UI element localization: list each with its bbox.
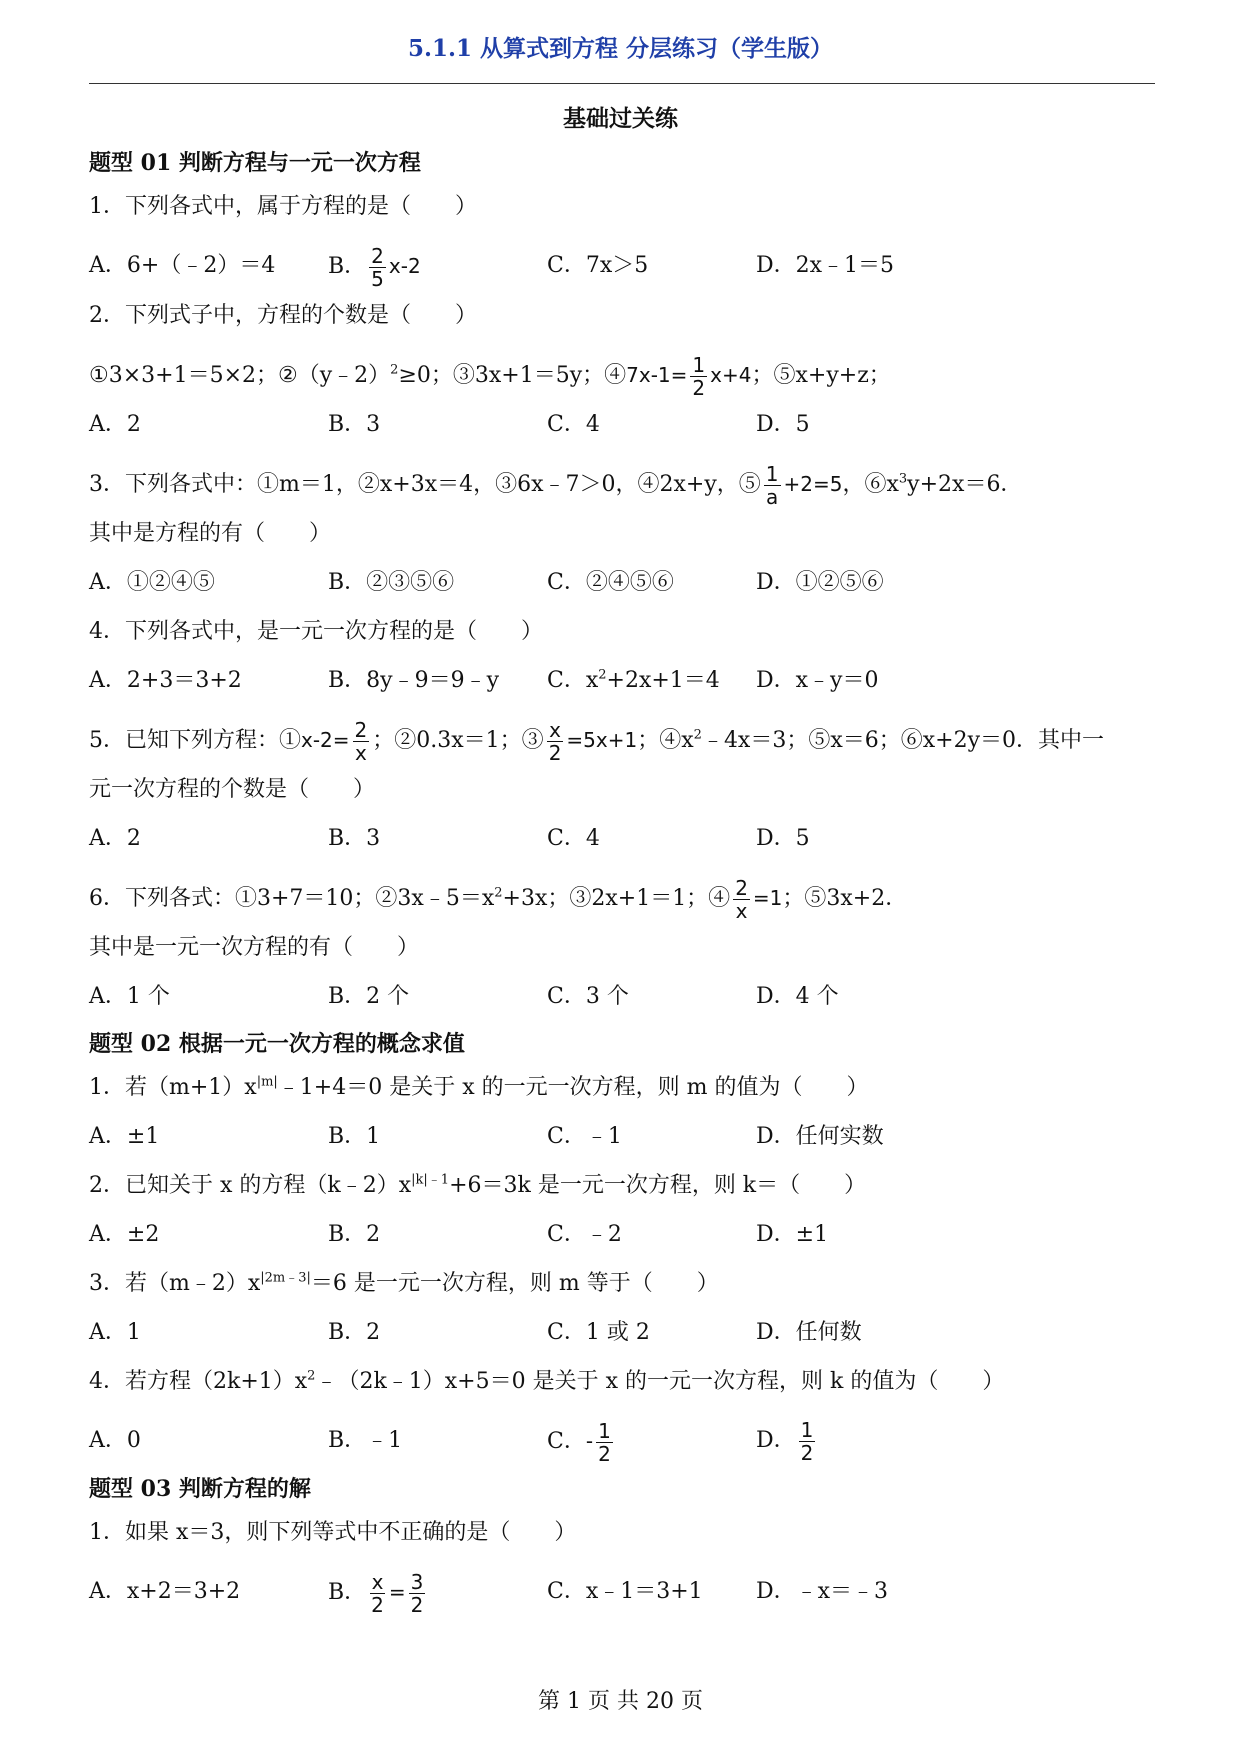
option-c: C．1 或 2: [547, 1320, 650, 1345]
option-a: A．2: [89, 412, 141, 437]
option-a: A．①②④⑤: [89, 570, 215, 595]
question-2-4-options: [89, 1415, 1159, 1467]
fraction: $\frac{2}{x}$: [735, 875, 748, 923]
fraction: $\frac{1}{2}$: [598, 1418, 611, 1466]
option-c: C．3 个: [547, 984, 629, 1009]
option-a: A．6+（﹣2）＝4: [89, 253, 276, 278]
option-d: D．5: [756, 826, 810, 851]
fraction: $\frac{x}{2}$: [548, 717, 562, 765]
option-d: D． $\frac{1}{2}$: [756, 1417, 814, 1465]
question-2-2-stem: 2．已知关于 x 的方程$(k﹣2)x^{|k|﹣1}+6=3k$ 是一元一次方程，则 k＝（ ）: [89, 1172, 867, 1198]
question-1-2-options: [89, 409, 1159, 441]
fraction: $\frac{1}{2}$: [800, 1417, 814, 1465]
question-1-6-stem-2: 其中是一元一次方程的有（ ）: [89, 935, 420, 960]
question-2-4-stem: 4．若方程$(2k+1)x^2﹣(2k﹣1)x+5=0$ 是关于 x 的一元一次方程，则 k 的值为（ ）: [89, 1368, 1005, 1394]
option-c: C．4: [547, 412, 600, 437]
fraction: $\frac{1}{2}$: [692, 352, 706, 400]
option-b: B．2: [328, 1320, 381, 1345]
question-2-3-options: [89, 1317, 1159, 1349]
fraction: $\frac{3}{2}$: [410, 1569, 424, 1617]
question-2-1-stem: 1．若$(m+1)x^{|m|}﹣1+4=0$ 是关于 x 的一元一次方程，则 m 的值为（ ）: [89, 1074, 869, 1100]
option-b: B．②③⑤⑥: [328, 570, 455, 595]
worksheet-content: [89, 141, 1159, 1626]
question-1-5-stem: 5．已知下列方程：①x-2= $\frac{2}{x}$ ；②0.3x＝1；③ $\frac{x}{2}$ =5x+1；$④x^2﹣4x=3$；⑤x＝6；⑥x+2y＝0．其中一: [89, 717, 1105, 765]
fraction: $\frac{2}{5}$: [371, 243, 384, 291]
option-a: A．0: [89, 1428, 141, 1453]
option-d: D．任何实数: [756, 1124, 884, 1149]
option-a: A．±1: [89, 1124, 160, 1149]
page-footer: 第 1 页 共 20 页: [538, 1689, 703, 1714]
option-b: B． $\frac{x}{2}$ = $\frac{3}{2}$: [328, 1569, 424, 1617]
option-b: B．3: [328, 412, 381, 437]
option-c: C．7x＞5: [547, 253, 649, 278]
option-a: A．x+2＝3+2: [89, 1579, 241, 1604]
option-c: C．- $\frac{1}{2}$: [547, 1418, 611, 1466]
fraction: $\frac{x}{2}$: [371, 1569, 384, 1617]
option-d: D．5: [756, 412, 810, 437]
option-c: C．﹣1: [547, 1124, 622, 1149]
option-c: C．②④⑤⑥: [547, 570, 674, 595]
option-b: B．3: [328, 826, 381, 851]
question-1-4-options: [89, 665, 1159, 697]
option-a: A．1 个: [89, 984, 170, 1009]
topic-3-title: 题型 03 判断方程的解: [89, 1476, 311, 1502]
question-3-1-stem: 1．如果 x＝3，则下列等式中不正确的是（ ）: [89, 1520, 577, 1545]
section-title: 基础过关练: [563, 105, 678, 132]
option-d: D．﹣x＝﹣3: [756, 1579, 889, 1604]
fraction: $\frac{2}{x}$: [354, 717, 368, 765]
question-1-3-options: [89, 567, 1159, 599]
option-a: A．1: [89, 1320, 141, 1345]
option-d: D．±1: [756, 1222, 829, 1247]
question-1-5-stem-2: 元一次方程的个数是（ ）: [89, 777, 376, 802]
option-d: D．2x﹣1＝5: [756, 253, 895, 278]
question-1-2-items: ①3×3+1＝5×2；②（y﹣2）$^2$≥0；③3x+1＝5y；④7x-1= $\frac{1}{2}$ x+4；⑤x+y+z；: [89, 352, 891, 400]
option-a: A．2+3＝3+2: [89, 668, 242, 693]
option-d: D．①②⑤⑥: [756, 570, 884, 595]
question-1-6-stem: 6．下列各式：①3+7＝10；$②3x﹣5=x^2+3x$；③2x+1＝1；④ $\frac{2}{x}$ =1；⑤3x+2．: [89, 875, 908, 923]
question-1-6-options: [89, 981, 1159, 1013]
option-a: A．±2: [89, 1222, 160, 1247]
option-b: B．﹣1: [328, 1428, 403, 1453]
option-d: D．4 个: [756, 984, 839, 1009]
option-b: B．1: [328, 1124, 381, 1149]
option-c: C．$x^2+2x+1=4$: [547, 667, 720, 693]
option-b: B．8y﹣9＝9﹣y: [328, 668, 500, 693]
fraction: $\frac{1}{a}$: [765, 461, 779, 509]
option-c: C．﹣2: [547, 1222, 622, 1247]
option-a: A．2: [89, 826, 141, 851]
topic-2-title: 题型 02 根据一元一次方程的概念求值: [89, 1031, 465, 1057]
option-d: D．任何数: [756, 1320, 862, 1345]
option-b: B．2 个: [328, 984, 410, 1009]
question-1-1-options: [89, 240, 1159, 292]
topic-1-title: 题型 01 判断方程与一元一次方程: [89, 150, 421, 176]
question-1-1-stem: 1．下列各式中，属于方程的是（ ）: [89, 194, 477, 219]
question-2-1-options: [89, 1121, 1159, 1153]
question-1-3-stem: 3．下列各式中：①m＝1，②x+3x＝4，③6x﹣7＞0，④2x+y，⑤ $\frac{1}{a}$ +2=5，$⑥x^3y+2x=6$．: [89, 461, 1023, 509]
question-2-2-options: [89, 1219, 1159, 1251]
header-divider: [89, 83, 1155, 84]
option-c: C．x﹣1＝3+1: [547, 1579, 703, 1604]
option-d: D．x﹣y＝0: [756, 668, 879, 693]
option-b: B．2: [328, 1222, 381, 1247]
question-1-3-stem-2: 其中是方程的有（ ）: [89, 521, 332, 546]
option-b: B． $\frac{2}{5}$ x-2: [328, 243, 421, 291]
question-3-1-options: [89, 1566, 1159, 1618]
question-2-3-stem: 3．若$(m﹣2)x^{|2m﹣3|}=6$ 是一元一次方程，则 m 等于（ ）: [89, 1270, 719, 1296]
page-header-title: 5.1.1 从算式到方程 分层练习（学生版）: [407, 35, 834, 62]
question-1-2-stem: 2．下列式子中，方程的个数是（ ）: [89, 303, 477, 328]
option-c: C．4: [547, 826, 600, 851]
question-1-4-stem: 4．下列各式中，是一元一次方程的是（ ）: [89, 619, 543, 644]
question-1-5-options: [89, 823, 1159, 855]
